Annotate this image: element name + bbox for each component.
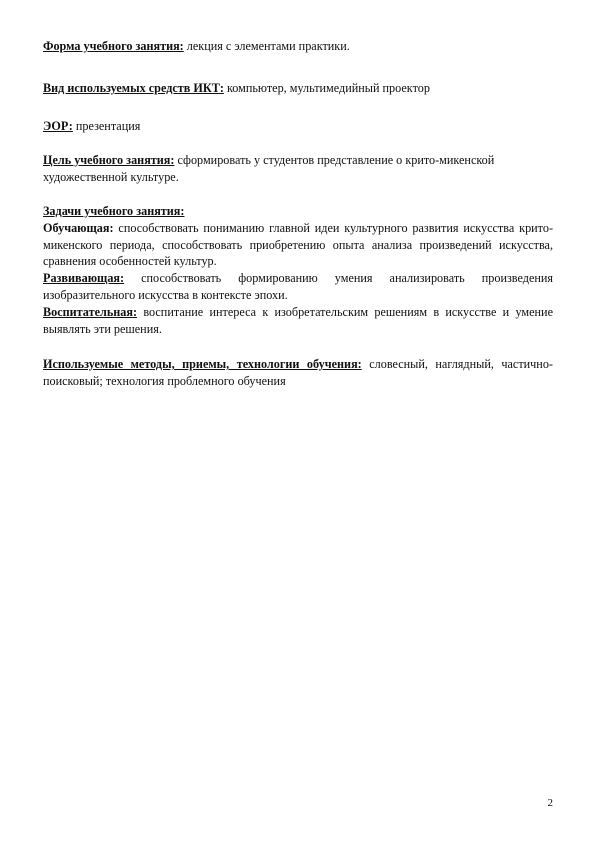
methods-paragraph [43,356,553,389]
tasks-heading-label: Задачи учебного занятия: [43,204,185,218]
lesson-form-line [43,38,553,55]
lesson-form-value: лекция с элементами практики. [183,39,350,53]
methods-text: словесный, наглядный, частично-поисковый; технология проблемного обучения [43,357,553,388]
lesson-form-label: Форма учебного занятия: [43,39,184,53]
lesson-goal-value: сформировать у студентов представление о крито-микенской художественной культуре. [43,153,495,184]
tasks-heading [43,203,553,220]
eor-label: ЭОР: [43,119,73,133]
eor-value: презентация [72,119,141,133]
lesson-goal-label: Цель учебного занятия: [43,153,175,167]
lesson-goal [43,152,508,185]
task-upbringing [43,304,553,337]
task-upbringing-text: воспитание интереса к изобретательским решениям в искусстве и умение выявлять эти решения. [43,305,553,336]
ict-tools-label: Вид используемых средств ИКТ: [43,81,224,95]
eor-line [43,118,553,135]
task-educational-label: Обучающая: [43,221,114,235]
ict-tools-value: компьютер, мультимедийный проектор [223,81,430,95]
ict-tools-line [43,80,553,97]
page-number: 2 [547,797,553,809]
task-developmental [43,270,553,303]
task-educational [43,220,553,270]
task-educational-text: способствовать пониманию главной идеи культурного развития искусства крито-микенского периода, способствовать приобретению опыта анализа произведений искусства, сравнения особенностей культур. [43,221,553,268]
task-upbringing-label: Воспитательная: [43,305,138,319]
task-developmental-text: способствовать формированию умения анализировать произведения изобразительного искусства в контексте эпохи. [43,271,553,302]
methods-label: Используемые методы, приемы, технологии обучения: [43,357,362,371]
task-developmental-label: Развивающая: [43,271,125,285]
